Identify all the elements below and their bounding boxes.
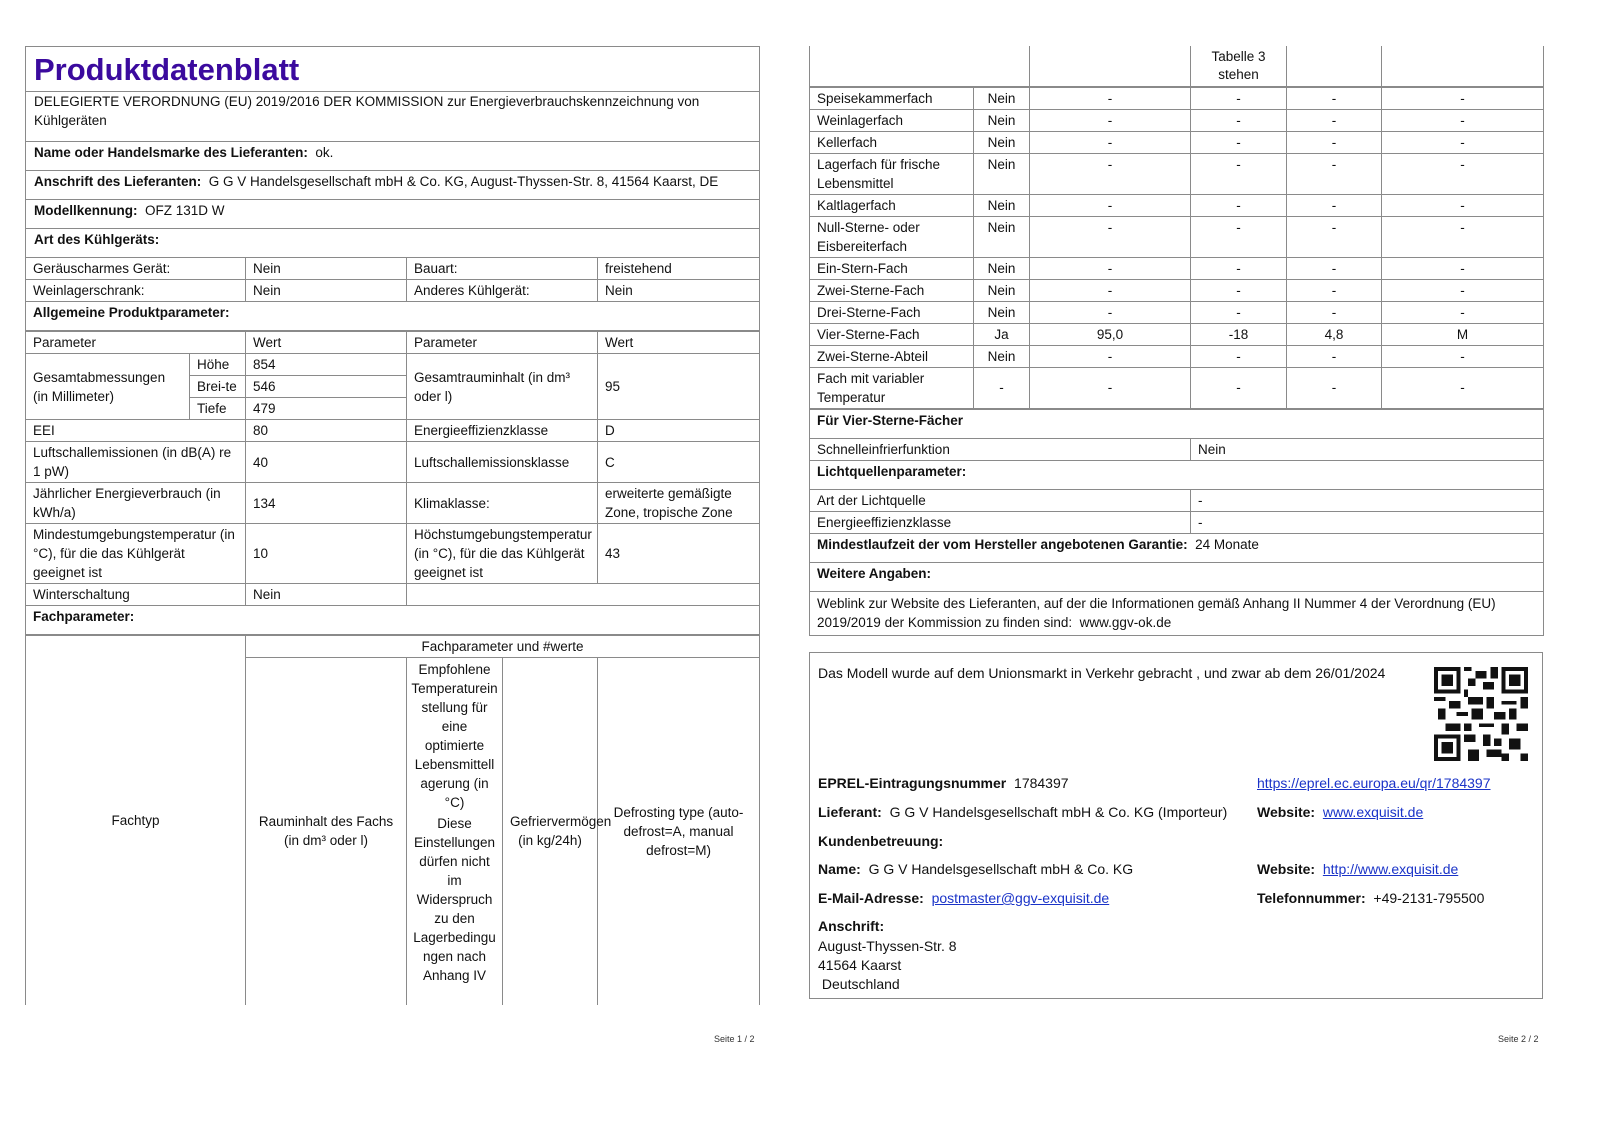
param-label <box>407 584 760 606</box>
compartment-defrost: - <box>1382 109 1544 131</box>
empty-cell <box>1382 46 1544 86</box>
compartment-present: Nein <box>974 109 1030 131</box>
param-value: D <box>598 420 760 442</box>
empty-cell <box>1287 46 1382 86</box>
compartment-temp: - <box>1191 109 1287 131</box>
compartment-name: Ein-Stern-Fach <box>810 257 974 279</box>
header-table <box>25 46 760 331</box>
compartment-freeze: - <box>1287 216 1382 257</box>
param-label: Geräuscharmes Gerät: <box>26 258 246 280</box>
light-type-value: - <box>1191 489 1544 511</box>
phone-value: +49-2131-795500 <box>1373 890 1485 906</box>
param-label: Klimaklasse: <box>407 483 598 524</box>
param-label: Bauart: <box>407 258 598 280</box>
compartment-defrost: - <box>1382 153 1544 194</box>
compartment-row <box>810 87 1544 109</box>
param-value: Nein <box>246 584 407 606</box>
compartment-freeze: 4,8 <box>1287 323 1382 345</box>
light-heading: Lichtquellenparameter: <box>810 460 1544 489</box>
compartment-volume: - <box>1030 194 1191 216</box>
website-label: Website: <box>1257 804 1316 820</box>
param-value: 134 <box>246 483 407 524</box>
eprel-label: EPREL-Eintragungsnummer <box>818 775 1007 791</box>
param-label: Höchstumgebungstemperatur (in °C), für die das Kühlgerät geeignet ist <box>407 524 598 584</box>
datasheet-page-2 <box>809 46 1543 636</box>
compartment-defrost: - <box>1382 301 1544 323</box>
empty-cell <box>810 46 1030 86</box>
weblink-url[interactable]: www.ggv-ok.de <box>1079 615 1172 630</box>
depth-value: 479 <box>246 398 407 420</box>
compartment-defrost: - <box>1382 194 1544 216</box>
compartment-present: Nein <box>974 194 1030 216</box>
supplier-name-value: ok. <box>315 145 334 160</box>
column-header: Wert <box>598 332 760 354</box>
compartment-freeze: - <box>1287 87 1382 109</box>
compartment-present: Nein <box>974 87 1030 109</box>
compartment-freeze: - <box>1287 301 1382 323</box>
compartment-temp: - <box>1191 131 1287 153</box>
col-temp-label: Empfohlene Temperatureinstellung für eine optimierte Lebensmittellagerung (in °C) <box>411 662 498 810</box>
param-label: Energieeffizienzklasse <box>407 420 598 442</box>
depth-label: Tiefe <box>190 398 246 420</box>
compartment-name: Speisekammerfach <box>810 87 974 109</box>
param-row <box>26 584 760 606</box>
compartment-name: Lagerfach für frische Lebensmittel <box>810 153 974 194</box>
general-params-table <box>25 331 760 635</box>
qr-code-icon[interactable] <box>1434 667 1528 761</box>
compartment-freeze: - <box>1287 367 1382 408</box>
extra-table <box>809 409 1544 636</box>
compartment-present: Nein <box>974 345 1030 367</box>
supplier-label: Lieferant: <box>818 804 882 820</box>
compartment-volume: - <box>1030 367 1191 408</box>
compartment-volume: 95,0 <box>1030 323 1191 345</box>
compartment-temp: - <box>1191 153 1287 194</box>
compartment-freeze: - <box>1287 153 1382 194</box>
param-value: 40 <box>246 442 407 483</box>
col-volume: Rauminhalt des Fachs (in dm³ oder l) <box>246 658 407 1005</box>
col-temp <box>407 658 503 1005</box>
regulation-text: DELEGIERTE VERORDNUNG (EU) 2019/2016 DER KOMMISSION zur Energieverbrauchskennzeichnung von Kühlgeräten <box>34 94 700 128</box>
compartment-name: Vier-Sterne-Fach <box>810 323 974 345</box>
email-label: E-Mail-Adresse: <box>818 890 924 906</box>
compartment-defrost: - <box>1382 279 1544 301</box>
param-value: Nein <box>598 280 760 302</box>
compartment-defrost: - <box>1382 345 1544 367</box>
volume-label: Gesamtrauminhalt (in dm³ oder l) <box>407 354 598 420</box>
address-line: 41564 Kaarst <box>818 957 902 973</box>
compartment-freeze: - <box>1287 345 1382 367</box>
supplier-address-value: G G V Handelsgesellschaft mbH & Co. KG, August-Thyssen-Str. 8, 41564 Kaarst, DE <box>208 174 719 189</box>
supplier-value: G G V Handelsgesellschaft mbH & Co. KG (Importeur) <box>889 804 1228 820</box>
compartment-volume: - <box>1030 257 1191 279</box>
compartment-temp: - <box>1191 301 1287 323</box>
compartment-row <box>810 109 1544 131</box>
compartment-row <box>810 367 1544 408</box>
param-value: 43 <box>598 524 760 584</box>
address-block <box>818 937 957 994</box>
compartment-temp: - <box>1191 279 1287 301</box>
compartment-defrost: M <box>1382 323 1544 345</box>
compartment-row <box>810 153 1544 194</box>
param-label: Jährlicher Energieverbrauch (in kWh/a) <box>26 483 246 524</box>
compartment-name: Zwei-Sterne-Fach <box>810 279 974 301</box>
compartment-defrost: - <box>1382 257 1544 279</box>
compartment-volume: - <box>1030 87 1191 109</box>
param-value: Nein <box>246 280 407 302</box>
light-class-value: - <box>1191 511 1544 533</box>
compartment-name: Zwei-Sterne-Abteil <box>810 345 974 367</box>
supplier-website-link[interactable]: www.exquisit.de <box>1322 804 1424 820</box>
compartment-defrost: - <box>1382 131 1544 153</box>
compartment-name: Kellerfach <box>810 131 974 153</box>
param-label: Luftschallemissionsklasse <box>407 442 598 483</box>
page-number: Seite 2 / 2 <box>1498 1034 1539 1044</box>
fast-freeze-value: Nein <box>1191 438 1544 460</box>
compartment-name: Drei-Sterne-Fach <box>810 301 974 323</box>
table-header-row <box>26 332 760 354</box>
more-heading: Weitere Angaben: <box>810 562 1544 591</box>
compartment-name: Weinlagerfach <box>810 109 974 131</box>
warranty-value: 24 Monate <box>1195 536 1259 552</box>
website-label: Website: <box>1257 861 1316 877</box>
dimensions-label: Gesamtabmessungen (in Millimeter) <box>26 354 190 420</box>
model-value: OFZ 131D W <box>145 203 225 218</box>
param-row <box>26 483 760 524</box>
address-line: Deutschland <box>818 976 900 992</box>
compartment-temp: - <box>1191 194 1287 216</box>
support-heading: Kundenbetreuung: <box>818 833 944 849</box>
volume-value: 95 <box>598 354 760 420</box>
compartment-defrost: - <box>1382 367 1544 408</box>
param-value: erweiterte gemäßigte Zone, tropische Zone <box>598 483 760 524</box>
compartment-present: Nein <box>974 131 1030 153</box>
param-label: Anderes Kühlgerät: <box>407 280 598 302</box>
compartment-temp: - <box>1191 87 1287 109</box>
weblink-text: Weblink zur Website des Lieferanten, auf der die Informationen gemäß Anhang II Nummer 4 der Verordnung (EU) 2019/2019 der Kommission zu finden sind: <box>817 596 1496 630</box>
compartment-freeze: - <box>1287 257 1382 279</box>
compartment-defrost: - <box>1382 87 1544 109</box>
param-row <box>26 420 760 442</box>
column-header: Parameter <box>407 332 598 354</box>
param-row <box>26 442 760 483</box>
compartment-heading: Fachparameter: <box>26 606 760 635</box>
column-header: Parameter <box>26 332 246 354</box>
compartment-rows <box>809 87 1544 409</box>
compartment-present: Nein <box>974 257 1030 279</box>
eprel-info-box <box>809 652 1543 999</box>
compartment-temp: - <box>1191 257 1287 279</box>
email-link[interactable]: postmaster@ggv-exquisit.de <box>931 890 1110 906</box>
compartment-present: Nein <box>974 153 1030 194</box>
name-label: Name: <box>818 861 861 877</box>
param-row <box>26 524 760 584</box>
param-label: Mindestumgebungstemperatur (in °C), für die das Kühlgerät geeignet ist <box>26 524 246 584</box>
compartment-volume: - <box>1030 345 1191 367</box>
fast-freeze-label: Schnelleinfrierfunktion <box>810 438 1191 460</box>
param-value: 10 <box>246 524 407 584</box>
compartment-group-header: Fachparameter und #werte <box>246 636 760 658</box>
param-value: 80 <box>246 420 407 442</box>
compartment-volume: - <box>1030 109 1191 131</box>
height-label: Höhe <box>190 354 246 376</box>
col-fachtyp: Fachtyp <box>26 636 246 1005</box>
compartment-volume: - <box>1030 153 1191 194</box>
param-label: Weinlagerschrank: <box>26 280 246 302</box>
compartment-freeze: - <box>1287 131 1382 153</box>
address-line: August-Thyssen-Str. 8 <box>818 938 957 954</box>
column-header: Wert <box>246 332 407 354</box>
supplier-address-label: Anschrift des Lieferanten: <box>34 174 202 189</box>
param-label: Winterschaltung <box>26 584 246 606</box>
name-value: G G V Handelsgesellschaft mbH & Co. KG <box>868 861 1134 877</box>
param-label: EEI <box>26 420 246 442</box>
page-number: Seite 1 / 2 <box>714 1034 755 1044</box>
compartment-row <box>810 216 1544 257</box>
compartment-present: Nein <box>974 301 1030 323</box>
compartment-row <box>810 194 1544 216</box>
width-label: Brei-te <box>190 376 246 398</box>
param-value: Nein <box>246 258 407 280</box>
address-label: Anschrift: <box>818 918 885 934</box>
compartment-temp: - <box>1191 367 1287 408</box>
compartment-freeze: - <box>1287 279 1382 301</box>
compartment-present: - <box>974 367 1030 408</box>
supplier-name-label: Name oder Handelsmarke des Lieferanten: <box>34 145 308 160</box>
compartment-row <box>810 279 1544 301</box>
type-row <box>26 280 760 302</box>
param-label: Luftschallemissionen (in dB(A) re 1 pW) <box>26 442 246 483</box>
compartment-name: Null-Sterne- oder Eisbereiterfach <box>810 216 974 257</box>
compartment-present: Ja <box>974 323 1030 345</box>
phone-label: Telefonnummer: <box>1257 890 1366 906</box>
compartment-row <box>810 131 1544 153</box>
compartment-row <box>810 345 1544 367</box>
param-value: freistehend <box>598 258 760 280</box>
market-text: Das Modell wurde auf dem Unionsmarkt in Verkehr gebracht , und zwar ab dem 26/01/2024 <box>818 665 1386 681</box>
support-website-link[interactable]: http://www.exquisit.de <box>1322 861 1459 877</box>
compartment-freeze: - <box>1287 109 1382 131</box>
col-defrost: Defrosting type (auto-defrost=A, manual defrost=M) <box>598 658 760 1005</box>
eprel-link[interactable]: https://eprel.ec.europa.eu/qr/1784397 <box>1257 775 1491 791</box>
datasheet-page-1 <box>25 46 759 1005</box>
compartment-volume: - <box>1030 131 1191 153</box>
width-value: 546 <box>246 376 407 398</box>
compartment-name: Fach mit variabler Temperatur <box>810 367 974 408</box>
col-freeze: Gefriervermögen (in kg/24h) <box>503 658 598 1005</box>
compartment-temp: - <box>1191 216 1287 257</box>
continued-header: Tabelle 3 stehen <box>1191 46 1287 86</box>
page-title: Produktdatenblatt <box>34 52 300 87</box>
compartment-header-table <box>25 635 760 1005</box>
type-row <box>26 258 760 280</box>
compartment-volume: - <box>1030 301 1191 323</box>
light-class-label: Energieeffizienzklasse <box>810 511 1191 533</box>
compartment-present: Nein <box>974 216 1030 257</box>
general-heading: Allgemeine Produktparameter: <box>26 302 760 331</box>
col-temp-note: Diese Einstellungen dürfen nicht im Widerspruch zu den Lagerbedingungen nach Anhang IV <box>413 816 496 983</box>
empty-cell <box>1030 46 1191 86</box>
compartment-defrost: - <box>1382 216 1544 257</box>
model-label: Modellkennung: <box>34 203 138 218</box>
compartment-volume: - <box>1030 279 1191 301</box>
compartment-temp: -18 <box>1191 323 1287 345</box>
compartment-freeze: - <box>1287 194 1382 216</box>
four-star-heading: Für Vier-Sterne-Fächer <box>810 409 1544 438</box>
compartment-volume: - <box>1030 216 1191 257</box>
compartment-temp: - <box>1191 345 1287 367</box>
param-value: C <box>598 442 760 483</box>
compartment-row <box>810 323 1544 345</box>
compartment-row <box>810 301 1544 323</box>
type-heading: Art des Kühlgeräts: <box>26 229 760 258</box>
warranty-label: Mindestlaufzeit der vom Hersteller angebotenen Garantie: <box>817 536 1188 552</box>
compartment-present: Nein <box>974 279 1030 301</box>
height-value: 854 <box>246 354 407 376</box>
compartment-table <box>809 46 1544 87</box>
light-type-label: Art der Lichtquelle <box>810 489 1191 511</box>
eprel-value: 1784397 <box>1014 775 1069 791</box>
compartment-row <box>810 257 1544 279</box>
compartment-name: Kaltlagerfach <box>810 194 974 216</box>
